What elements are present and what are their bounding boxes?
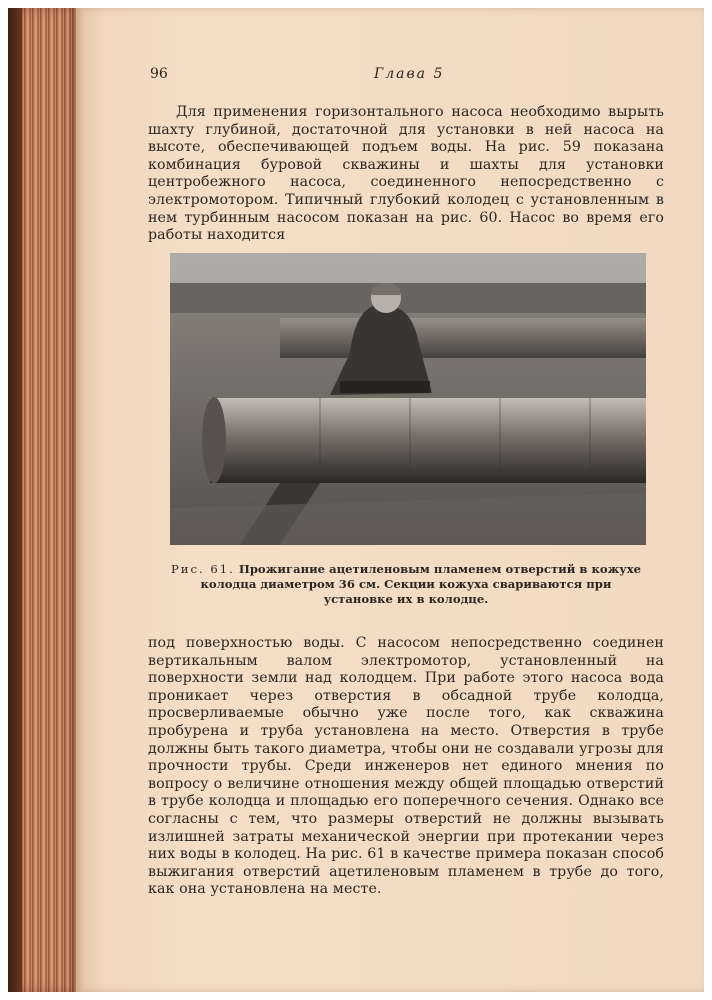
paragraph-bottom: под поверхностью воды. С насосом непосредственно соединен вертикальным валом электромотор, установленный на поверхности земли над колодцем. При работе этого насоса вода проникает через отверстия в обсадной трубе колодца, просверливаемые обычно уже после того, как скважина пробурена и труба установлена на место. Отверстия в трубе должны быть такого диаметра, чтобы они не создавали угрозы для прочности трубы. Среди инженеров нет единого мнения по вопросу о величине отношения между общей площадью отверстий в трубе колодца и площадью его поперечного сечения. Однако все согласны с тем, что размеры отверстий не должны вызывать излишней затраты механической энергии при протекании через них воды в колодец. На рис. 61 в качестве примера показан способ выжигания отверстий ацетиленовым пламенем в трубе до того, как она установлена на месте. [148, 635, 664, 898]
spine-shadow [8, 8, 22, 992]
paragraph-top: Для применения горизонтального насоса необходимо вырыть шахту глубиной, достаточной для установки в ней насоса на высоте, обеспечивающей подъем воды. На рис. 59 показана комбинация буровой скважины и шахты для установки центробежного насоса, соединенного непосредственно с электромотором. Типичный глубокий колодец с установленным в нем турбинным насосом показан на рис. 60. Насос во время его работы находится [148, 104, 664, 244]
page-number: 96 [150, 66, 168, 82]
figure-label: Рис. 61. [170, 562, 235, 576]
page-header [150, 66, 662, 86]
figure-caption-text: Прожигание ацетиленовым пламенем отверстий в кожухе колодца диаметром 36 см. Секции кожуха свариваются при установке их в колодце. [200, 562, 642, 606]
figure-caption [168, 562, 644, 607]
chapter-title: Глава 5 [374, 66, 445, 82]
figure-photo [170, 253, 646, 545]
